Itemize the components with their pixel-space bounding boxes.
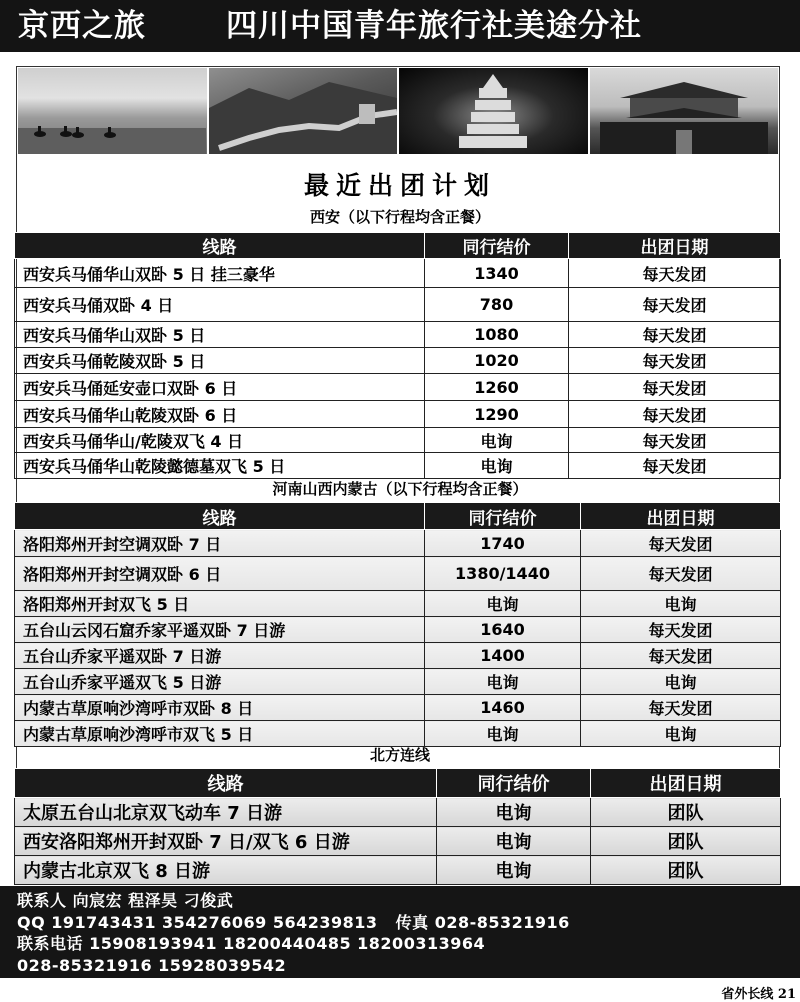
route-cell: 五台山云冈石窟乔家平遥双卧 7 日游	[15, 617, 425, 643]
table-row	[15, 374, 781, 401]
section-label-henan: 河南山西内蒙古（以下行程均含正餐）	[272, 480, 528, 498]
route-cell: 内蒙古草原响沙湾呼市双卧 8 日	[15, 695, 425, 721]
price-cell: 电询	[437, 827, 591, 856]
date-cell: 每天发团	[569, 428, 781, 453]
price-cell: 1020	[425, 348, 569, 374]
contact-phone-line	[17, 933, 800, 955]
column-header-price: 同行结价	[425, 233, 569, 259]
date-cell: 每天发团	[569, 401, 781, 428]
table-row	[15, 798, 781, 827]
date-cell: 每天发团	[581, 530, 781, 557]
price-cell: 电询	[437, 798, 591, 827]
fax-number: 028-85321916	[434, 912, 570, 932]
date-cell: 每天发团	[569, 453, 781, 479]
fax-label: 传真	[395, 912, 429, 932]
price-cell: 电询	[425, 453, 569, 479]
price-cell: 1640	[425, 617, 581, 643]
date-cell: 电询	[581, 721, 781, 747]
route-cell: 内蒙古北京双飞 8 日游	[15, 856, 437, 885]
xian-routes-table	[14, 232, 781, 479]
date-cell: 每天发团	[581, 695, 781, 721]
table-row	[15, 617, 781, 643]
price-cell: 电询	[437, 856, 591, 885]
column-header-date: 出团日期	[581, 503, 781, 530]
table-row	[15, 401, 781, 428]
price-cell: 电询	[425, 428, 569, 453]
route-cell: 西安兵马俑华山双卧 5 日 挂三豪华	[15, 259, 425, 288]
date-cell: 团队	[591, 827, 781, 856]
date-cell: 团队	[591, 798, 781, 827]
page-title: 最近出团计划	[303, 171, 496, 200]
date-cell: 每天发团	[581, 557, 781, 591]
table-row	[15, 856, 781, 885]
table-row	[15, 827, 781, 856]
date-cell: 每天发团	[581, 617, 781, 643]
column-header-date: 出团日期	[591, 769, 781, 798]
date-cell: 每天发团	[569, 259, 781, 288]
north-routes-table	[14, 768, 781, 885]
table-row	[15, 322, 781, 348]
photo-grassland	[18, 68, 207, 154]
route-cell: 五台山乔家平遥双卧 7 日游	[15, 643, 425, 669]
photo-great-wall	[209, 68, 398, 154]
route-cell: 西安兵马俑华山乾陵双卧 6 日	[15, 401, 425, 428]
section-label-north: 北方连线	[369, 746, 430, 764]
date-cell: 每天发团	[569, 322, 781, 348]
table-header-row	[15, 503, 781, 530]
page-number: 21	[777, 987, 796, 1002]
table-row	[15, 669, 781, 695]
contact-people: 向宸宏 程泽昊 刁俊武	[72, 891, 234, 910]
date-cell: 电询	[581, 591, 781, 617]
route-cell: 西安兵马俑延安壶口双卧 6 日	[15, 374, 425, 401]
column-header-date: 出团日期	[569, 233, 781, 259]
route-cell: 内蒙古草原响沙湾呼市双飞 5 日	[15, 721, 425, 747]
photo-tiananmen	[590, 68, 779, 154]
qq-label: QQ	[17, 912, 46, 932]
contact-people-line	[17, 890, 800, 912]
route-cell: 洛阳郑州开封双飞 5 日	[15, 591, 425, 617]
price-cell: 1380/1440	[425, 557, 581, 591]
photo-pagoda	[399, 68, 588, 154]
route-cell: 五台山乔家平遥双飞 5 日游	[15, 669, 425, 695]
price-cell: 电询	[425, 721, 581, 747]
header-banner	[0, 0, 800, 52]
route-cell: 西安兵马俑华山双卧 5 日	[15, 322, 425, 348]
table-row	[15, 428, 781, 453]
route-cell: 西安兵马俑华山/乾陵双飞 4 日	[15, 428, 425, 453]
column-header-route: 线路	[15, 503, 425, 530]
brand-title: 京西之旅	[18, 8, 146, 44]
phone-numbers: 15908193941 18200440485 18200313964	[89, 934, 486, 953]
route-cell: 西安兵马俑华山乾陵懿德墓双飞 5 日	[15, 453, 425, 479]
henan-routes-table	[14, 502, 781, 747]
section-label-xian: 西安（以下行程均含正餐）	[309, 208, 490, 226]
column-header-route: 线路	[15, 769, 437, 798]
table-row	[15, 557, 781, 591]
table-row	[15, 695, 781, 721]
phone-label: 联系电话	[17, 934, 84, 953]
price-cell: 1400	[425, 643, 581, 669]
route-cell: 洛阳郑州开封空调双卧 7 日	[15, 530, 425, 557]
price-cell: 电询	[425, 591, 581, 617]
contact-qq-line	[17, 912, 800, 934]
date-cell: 每天发团	[581, 643, 781, 669]
agency-name: 四川中国青年旅行社美途分社	[226, 8, 642, 44]
date-cell: 每天发团	[569, 374, 781, 401]
price-cell: 电询	[425, 669, 581, 695]
table-row	[15, 530, 781, 557]
table-row	[15, 348, 781, 374]
date-cell: 每天发团	[569, 288, 781, 322]
table-header-row	[15, 769, 781, 798]
qq-numbers: 191743431 354276069 564239813	[51, 912, 378, 932]
route-cell: 西安兵马俑双卧 4 日	[15, 288, 425, 322]
price-cell: 1740	[425, 530, 581, 557]
table-row	[15, 288, 781, 322]
price-cell: 1080	[425, 322, 569, 348]
route-cell: 洛阳郑州开封空调双卧 6 日	[15, 557, 425, 591]
price-cell: 1260	[425, 374, 569, 401]
phone-numbers-2: 028-85321916 15928039542	[17, 955, 287, 975]
contact-block	[0, 886, 800, 978]
route-cell: 西安洛阳郑州开封双卧 7 日/双飞 6 日游	[15, 827, 437, 856]
route-cell: 西安兵马俑乾陵双卧 5 日	[15, 348, 425, 374]
route-cell: 太原五台山北京双飞动车 7 日游	[15, 798, 437, 827]
table-row	[15, 453, 781, 479]
price-cell: 1290	[425, 401, 569, 428]
date-cell: 团队	[591, 856, 781, 885]
footer-section: 省外长线	[721, 987, 774, 1002]
table-row	[15, 259, 781, 288]
table-row	[15, 591, 781, 617]
table-header-row	[15, 233, 781, 259]
price-cell: 780	[425, 288, 569, 322]
table-row	[15, 721, 781, 747]
column-header-price: 同行结价	[425, 503, 581, 530]
photo-strip	[18, 68, 778, 154]
price-cell: 1460	[425, 695, 581, 721]
contact-people-label: 联系人	[17, 891, 67, 910]
date-cell: 电询	[581, 669, 781, 695]
date-cell: 每天发团	[569, 348, 781, 374]
page-footer	[721, 983, 796, 1002]
price-cell: 1340	[425, 259, 569, 288]
table-row	[15, 643, 781, 669]
column-header-price: 同行结价	[437, 769, 591, 798]
contact-phone-line-2	[17, 955, 800, 977]
column-header-route: 线路	[15, 233, 425, 259]
